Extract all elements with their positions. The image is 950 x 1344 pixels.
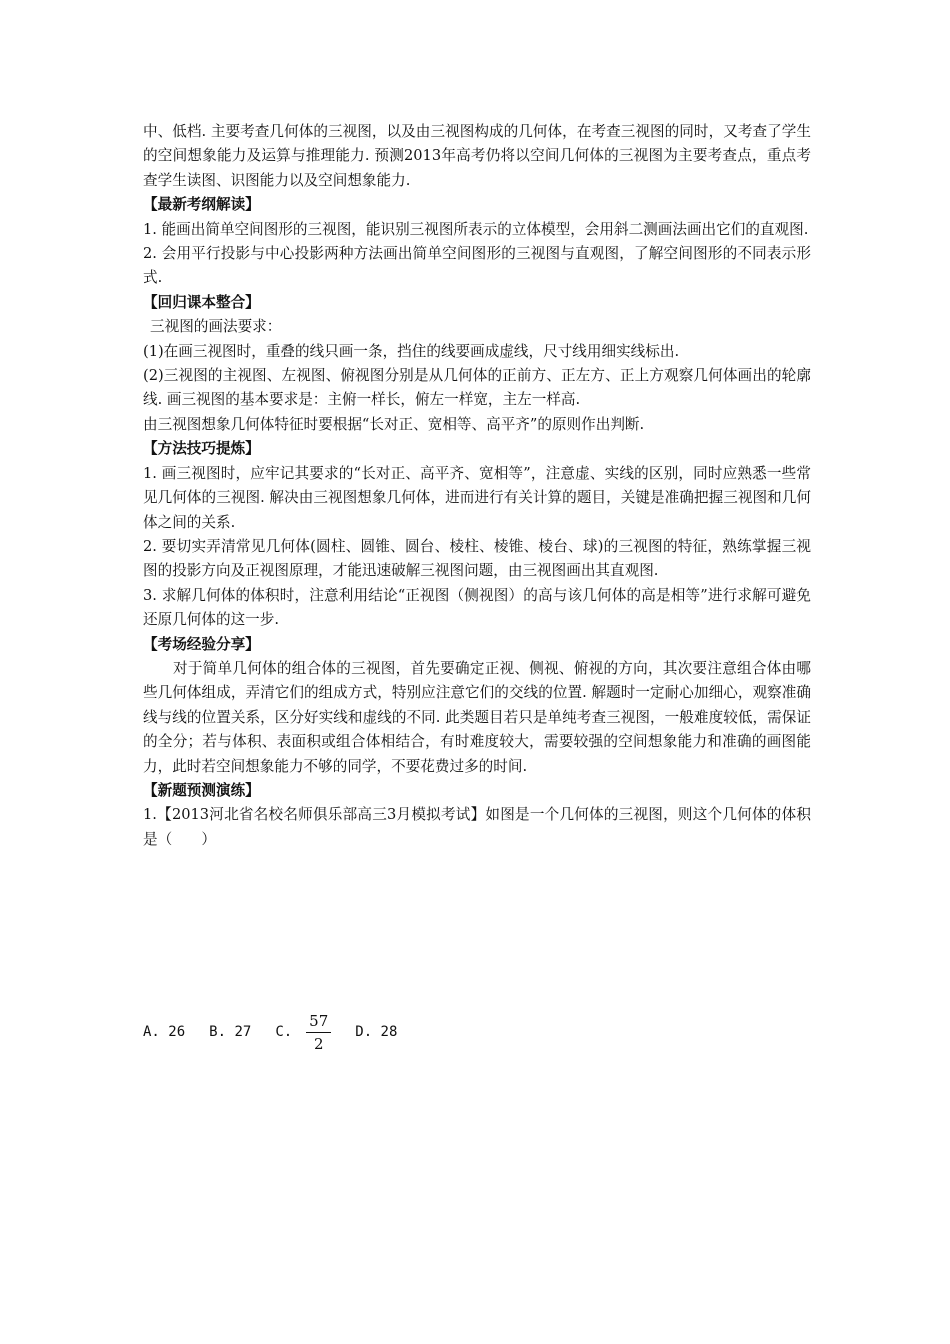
heading-kangang: 【最新考纲解读】 — [143, 196, 260, 214]
heading-fangfa: 【方法技巧提炼】 — [143, 440, 260, 458]
fraction-numerator: 57 — [306, 1013, 331, 1033]
choice-c-label: C. — [275, 1024, 293, 1041]
fangfa-item-3: 3. 求解几何体的体积时，注意利用结论“正视图（侧视图）的高与该几何体的高是相等”进行求解可避免还原几何体的这一步. — [143, 586, 811, 629]
choice-b[interactable]: B. 27 — [209, 1024, 252, 1041]
keben-item-2: (2)三视图的主视图、左视图、俯视图分别是从几何体的正前方、正左方、正上方观察几何体画出的轮廓线. 画三视图的基本要求是：主俯一样长，俯左一样宽，主左一样高. — [143, 367, 811, 409]
kaochang-body: 对于简单几何体的组合体的三视图，首先要确定正视、侧视、俯视的方向，其次要注意组合体由哪些几何体组成，弄清它们的组成方式，特别应注意它们的交线的位置. 解题时一定耐心加细心，观察准确线与线的位置关系，区分好实线和虚线的不同. 此类题目若只是单纯考查三视图，一般难度较低，需保证的全分；若与体积、表面积或组合体相结合，有时难度较大，需要较强的空间想象能力和准确的画图能力，此时若空间想象能力不够的同学，不要花费过多的时间. — [143, 659, 811, 775]
document-page — [143, 120, 811, 1060]
heading-kaochang: 【考场经验分享】 — [143, 635, 260, 653]
intro-paragraph: 中、低档. 主要考查几何体的三视图，以及由三视图构成的几何体，在考查三视图的同时，又考查了学生的空间想象能力及运算与推理能力. 预测2013年高考仍将以空间几何体的三视图为主要考查点，重点考查学生读图、识图能力以及空间想象能力. — [143, 123, 811, 189]
choice-c-fraction — [306, 1013, 331, 1052]
choice-d[interactable]: D. 28 — [355, 1024, 398, 1041]
kangang-item-2: 2. 会用平行投影与中心投影两种方法画出简单空间图形的三视图与直观图，了解空间图形的不同表示形式. — [143, 245, 811, 287]
fraction-denominator: 2 — [313, 1034, 324, 1053]
keben-item-3: 由三视图想象几何体特征时要根据“长对正、宽相等、高平齐”的原则作出判断. — [143, 415, 645, 433]
keben-item-1: (1)在画三视图时，重叠的线只画一条，挡住的线要画成虚线，尺寸线用细实线标出. — [143, 342, 680, 360]
figure-placeholder — [143, 852, 811, 1004]
heading-keben: 【回归课本整合】 — [143, 293, 260, 311]
keben-lead: 三视图的画法要求： — [150, 318, 282, 336]
fangfa-item-2: 2. 要切实弄清常见几何体(圆柱、圆锥、圆台、棱柱、棱锥、棱台、球)的三视图的特征，熟练掌握三视图的投影方向及正视图原理，才能迅速破解三视图问题，由三视图画出其直观图. — [143, 537, 811, 580]
choice-c[interactable] — [275, 1013, 331, 1052]
choice-a[interactable]: A. 26 — [143, 1024, 186, 1041]
kangang-item-1: 1. 能画出简单空间图形的三视图，能识别三视图所表示的立体模型，会用斜二测画法画出它们的直观图. — [143, 220, 809, 238]
question-1: 1.【2013河北省名校名师俱乐部高三3月模拟考试】如图是一个几何体的三视图，则这个几何体的体积是（ ） — [143, 806, 811, 848]
fangfa-item-1: 1. 画三视图时，应牢记其要求的“长对正、高平齐、宽相等”，注意虚、实线的区别，同时应熟悉一些常见几何体的三视图. 解决由三视图想象几何体，进而进行有关计算的题目，关键是准确把握三视图和几何体之间的关系. — [143, 464, 811, 531]
heading-xinti: 【新题预测演练】 — [143, 781, 260, 799]
answer-choices — [143, 1004, 811, 1060]
